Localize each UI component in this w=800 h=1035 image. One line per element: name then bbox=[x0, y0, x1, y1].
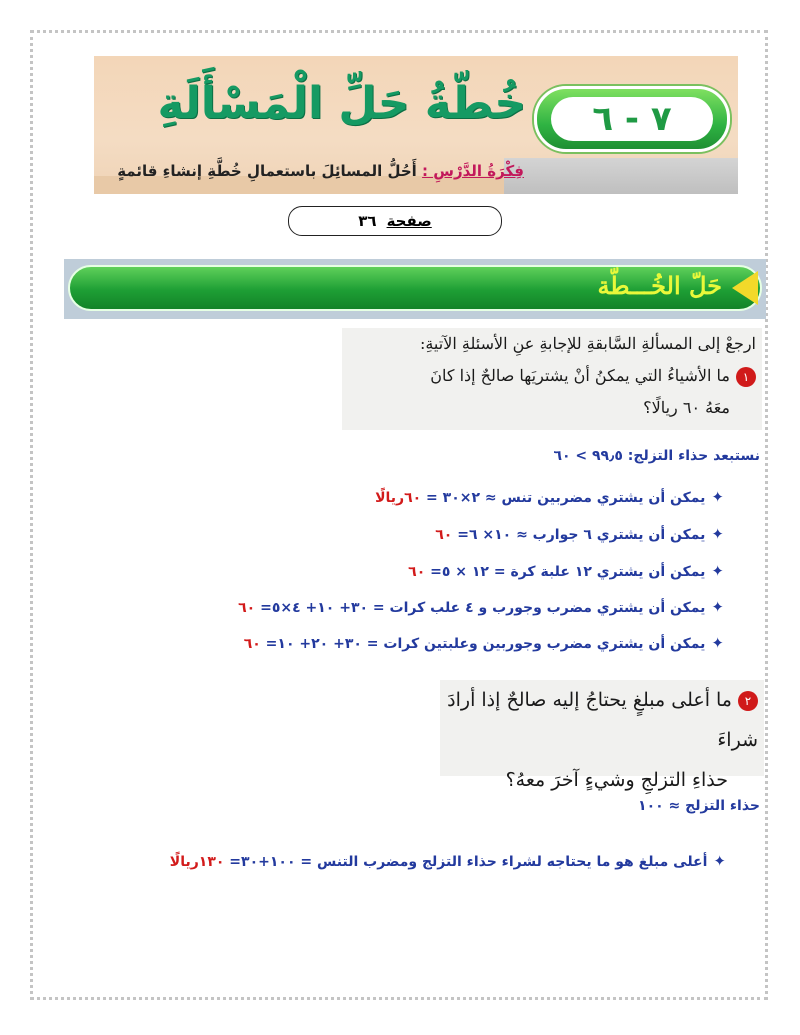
answer-value: ٦٠ bbox=[238, 600, 256, 616]
answer-item bbox=[408, 562, 724, 580]
lesson-header bbox=[94, 56, 738, 194]
answer-text: أعلى مبلغ هو ما يحتاجه لشراء حذاء التزلج ومضرب التنس = ١٠٠+٣٠= bbox=[224, 854, 708, 870]
badge-shadow bbox=[504, 158, 738, 194]
answer-text: يمكن أن يشتري ١٢ علبة كرة = ١٢ × ٥= bbox=[425, 564, 706, 580]
question-1 bbox=[342, 328, 762, 430]
answer-text: يمكن أن يشتري مضرب وجوربين وعلبتين كرات = ٣٠+ ٢٠+ ١٠= bbox=[260, 636, 706, 652]
bullet-icon: ✦ bbox=[711, 562, 724, 580]
bullet-icon: ✦ bbox=[711, 525, 724, 543]
lesson-number-badge bbox=[534, 86, 730, 152]
answer-item bbox=[170, 852, 726, 870]
section-banner bbox=[64, 259, 766, 319]
answer-value: ٦٠ bbox=[243, 636, 261, 652]
idea-text: أَحُلُّ المسائِلَ باستعمالِ خُطَّةِ إنشاءِ قائمةٍ bbox=[117, 162, 417, 180]
answer-item bbox=[244, 634, 724, 652]
answer-item bbox=[375, 488, 724, 506]
page-reference bbox=[288, 206, 502, 236]
answer-value: ١٣٠ريالًا bbox=[169, 854, 225, 870]
answer-item bbox=[238, 598, 724, 616]
lesson-title: خُطّةُ حَلِّ الْمَسْأَلَةِ bbox=[157, 78, 526, 129]
question-1-number: ١ bbox=[736, 367, 756, 387]
question-2-text: ما أعلى مبلغٍ يحتاجُ إليه صالحٌ إذا أرادَ شراءَ bbox=[447, 689, 758, 751]
question-2 bbox=[440, 680, 764, 791]
answer-value: ٦٠ريالًا bbox=[375, 490, 422, 506]
question-2-line1 bbox=[440, 680, 758, 760]
estimate-line: حذاء التزلج ≈ ١٠٠ bbox=[638, 798, 760, 814]
question-1-line2: معَهُ ٦٠ ريالًا؟ bbox=[643, 398, 730, 417]
bullet-icon: ✦ bbox=[713, 852, 726, 870]
question-2-number: ٢ bbox=[738, 691, 758, 711]
question-1-text: ما الأشياءُ التي يمكنُ أنْ يشتريَها صالحٌ إذا كانَ bbox=[430, 366, 730, 385]
idea-label: فِكْرَةُ الدَّرْسِ : bbox=[422, 162, 524, 180]
answer-text: يمكن أن يشتري مضرب وجورب و ٤ علب كرات = ٣٠+ ١٠+ ٤×٥= bbox=[255, 600, 706, 616]
question-1-line1 bbox=[342, 360, 756, 392]
arrow-icon bbox=[732, 271, 758, 305]
page-word: صفحة bbox=[386, 212, 432, 230]
answer-value: ٦٠ bbox=[408, 564, 426, 580]
page-number: ٣٦ bbox=[358, 212, 377, 230]
bullet-icon: ✦ bbox=[711, 488, 724, 506]
exclude-line: نستبعد حذاء التزلج: ٩٩٫٥ > ٦٠ bbox=[553, 448, 760, 464]
answer-item bbox=[435, 525, 724, 543]
lesson-number: ٧ - ٦ bbox=[551, 97, 713, 141]
bullet-icon: ✦ bbox=[711, 598, 724, 616]
lesson-idea bbox=[94, 162, 524, 180]
answer-text: يمكن أن يشتري ٦ جوارب ≈ ١٠× ٦= bbox=[452, 527, 706, 543]
question-2-line2: حذاءِ التزلجِ وشيءٍ آخرَ معهُ؟ bbox=[505, 769, 728, 791]
answer-value: ٦٠ bbox=[435, 527, 453, 543]
banner-title: حَلّ الخُـــطّة bbox=[597, 271, 722, 300]
answer-text: يمكن أن يشتري مضربين تنس ≈ ٢×٣٠ = bbox=[421, 490, 706, 506]
bullet-icon: ✦ bbox=[711, 634, 724, 652]
question-intro: ارجعْ إلى المسألةِ السَّابقةِ للإجابةِ عنِ الأسئلةِ الآتيةِ: bbox=[419, 334, 756, 353]
